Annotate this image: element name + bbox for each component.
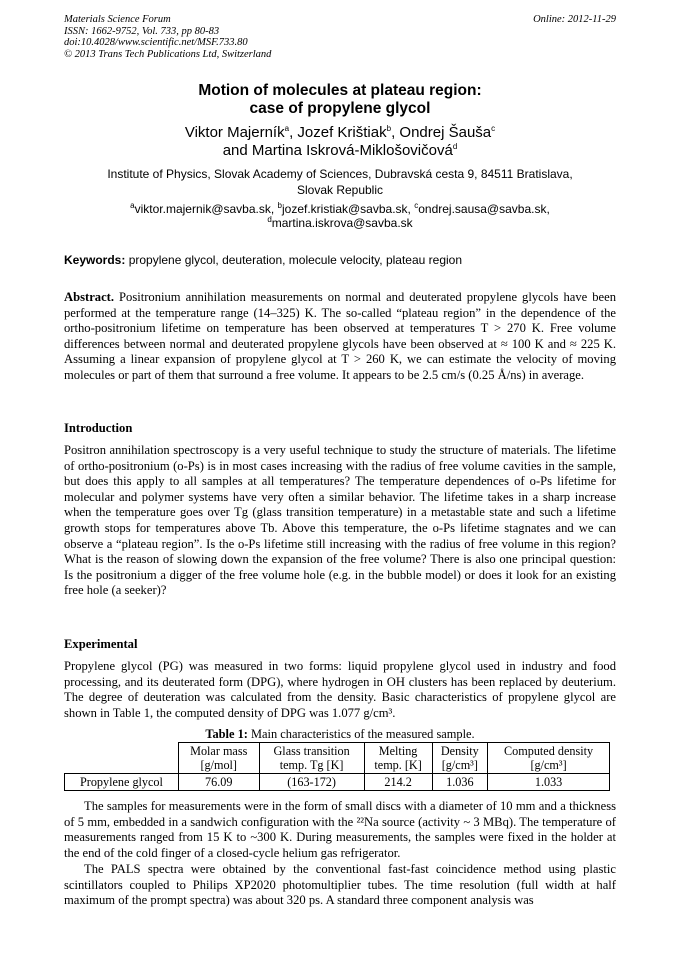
table-row xyxy=(65,774,610,791)
experimental-paragraph-2: The samples for measurements were in the form of small discs with a diameter of 10 mm and a thickness of 5 mm, embedded in a sandwich configuration with the ²²Na source (activity ~ 3 MBq). The temperature of measurements ranged from 15 K to ~300 K. During measurements, the samples were fixed in the holder at the end of the cold finger of a closed-cycle helium gas refrigerator. xyxy=(64,799,616,860)
keywords-text: propylene glycol, deuteration, molecule velocity, plateau region xyxy=(125,253,463,267)
copyright-line: © 2013 Trans Tech Publications Ltd, Switzerland xyxy=(64,48,272,60)
author-name: Viktor Majerník xyxy=(184,124,285,141)
keywords xyxy=(64,253,616,268)
table-caption-label: Table 1: xyxy=(205,727,248,741)
introduction-text: Positron annihilation spectroscopy is a very useful technique to study the structure of materials. The lifetime of ortho-positronium (o-Ps) is in most cases increasing with the radius of free volume cavities in the sample, but does this apply to all samples at all temperatures? The temperature dependences of o-Ps lifetime for molecular and polymer systems have very often a similar behavior. The lifetime takes in a sharp increase when the temperature goes over Tg (glass transition temperature) in a metastable state and such a lifetime growth stops for temperatures above Tb. Above this temperature, the o-Ps lifetime stagnates and we can observe a “plateau region”. Is the o-Ps lifetime still increasing with the radius of free volume in this region? What is the reason of slowing down the expansion of the free volume? There is also one principal question: Is the positronium a digger of the free volume hole (e.g. in the bubble model) or does it look for an existing free hole (a seeker)? xyxy=(64,443,616,598)
doi-line: doi:10.4028/www.scientific.net/MSF.733.80 xyxy=(64,37,248,49)
table-row-label: Propylene glycol xyxy=(65,774,179,791)
table-1 xyxy=(64,742,610,791)
table-header-cell: Molar mass [g/mol] xyxy=(178,743,259,774)
table-header-cell: Density [g/cm³] xyxy=(432,743,488,774)
author-sup: d xyxy=(452,142,458,151)
experimental-heading: Experimental xyxy=(64,637,138,651)
abstract xyxy=(64,290,616,384)
email-sup: a xyxy=(130,201,135,210)
experimental-paragraph-1: Propylene glycol (PG) was measured in two forms: liquid propylene glycol used in industry and food processing, and its deuterated form (DPG), where hydrogen in OH clusters has been replaced by deuterium. The degree of deuteration was calculated from the density. Basic characteristics of propylene glycol are shown in Table 1, the computed density of DPG was 1.077 g/cm³. xyxy=(64,659,616,720)
table-header-row xyxy=(65,743,610,774)
author-list: Viktor Majerník$^a$, Jozef Krištiak$^b$, Ondrej Šauša$^c$ and Martina Iskrová-Miklošovičová$^d$ xyxy=(184,124,496,159)
email-sup: d xyxy=(267,215,272,224)
table-cell: 76.09 xyxy=(178,774,259,791)
author-name: Jozef Krištiak xyxy=(297,124,387,141)
affiliation-line-2: Slovak Republic xyxy=(296,182,384,197)
abstract-label: Abstract. xyxy=(64,290,115,304)
email-link[interactable]: ondrej.sausa@savba.sk, xyxy=(418,202,550,216)
abstract-text: Positronium annihilation measurements on normal and deuterated propylene glycols have been performed at the temperature range (14–325) K. The so-called “plateau region” in the dependence of the ortho-positronium lifetime on temperature has been observed at temperatures T > 270 K. Free volume differences between normal and deuterated propylene glycols have been observed at ≈ 100 K and ≈ 225 K. Assuming a linear expansion of propylene glycol at T > 260 K, we can estimate the velocity of moving molecules or part of them that surround a free volume. It appears to be 2.5 cm/s (0.25 Å/ns) in average. xyxy=(64,290,616,382)
email-link[interactable]: jozef.kristiak@savba.sk, xyxy=(281,202,411,216)
title-line-2: case of propylene glycol xyxy=(249,100,431,117)
introduction-heading: Introduction xyxy=(64,421,133,435)
author-conjunction: and xyxy=(222,142,252,159)
journal-name: Materials Science Forum xyxy=(64,14,171,25)
table-header-cell: Melting temp. [K] xyxy=(364,743,432,774)
table-caption-text: Main characteristics of the measured sample. xyxy=(247,727,475,741)
affiliation-line-1: Institute of Physics, Slovak Academy of Sciences, Dubravská cesta 9, 84511 Bratislava, xyxy=(107,167,573,181)
table-caption xyxy=(64,727,616,741)
title-line-1: Motion of molecules at plateau region: xyxy=(198,82,482,99)
table-header-cell: Computed density [g/cm³] xyxy=(488,743,610,774)
email-link[interactable]: viktor.majernik@savba.sk, xyxy=(134,202,275,216)
table-cell: 1.033 xyxy=(488,774,610,791)
table-cell: (163-172) xyxy=(259,774,364,791)
author-sup: b xyxy=(386,124,392,133)
table-header-cell: Glass transition temp. Tg [K] xyxy=(259,743,364,774)
email-sup: b xyxy=(277,201,282,210)
table-cell: 214.2 xyxy=(364,774,432,791)
journal-header xyxy=(64,14,616,60)
email-sup: c xyxy=(414,201,419,210)
online-date: Online: 2012-11-29 xyxy=(533,14,616,25)
table-corner-cell xyxy=(65,743,179,774)
issn-line: ISSN: 1662-9752, Vol. 733, pp 80-83 xyxy=(64,25,220,37)
author-sup: a xyxy=(284,124,290,133)
experimental-paragraph-3: The PALS spectra were obtained by the conventional fast-fast coincidence method using plastic scintillators coupled to Philips XP2020 photomultiplier tubes. The time resolution (full width at half maximum of the prompt spectra) was about 320 ps. A standard three component analysis was xyxy=(64,862,616,908)
affiliation xyxy=(64,167,616,198)
author-name: Martina Iskrová-Miklošovičová xyxy=(251,142,453,159)
author-sup: c xyxy=(491,124,496,133)
paper-title xyxy=(64,82,616,118)
email-link[interactable]: martina.iskrova@savba.sk xyxy=(271,216,413,230)
table-cell: 1.036 xyxy=(432,774,488,791)
author-emails xyxy=(64,202,616,230)
keywords-label: Keywords: xyxy=(64,253,126,267)
author-name: Ondrej Šauša xyxy=(399,124,492,141)
